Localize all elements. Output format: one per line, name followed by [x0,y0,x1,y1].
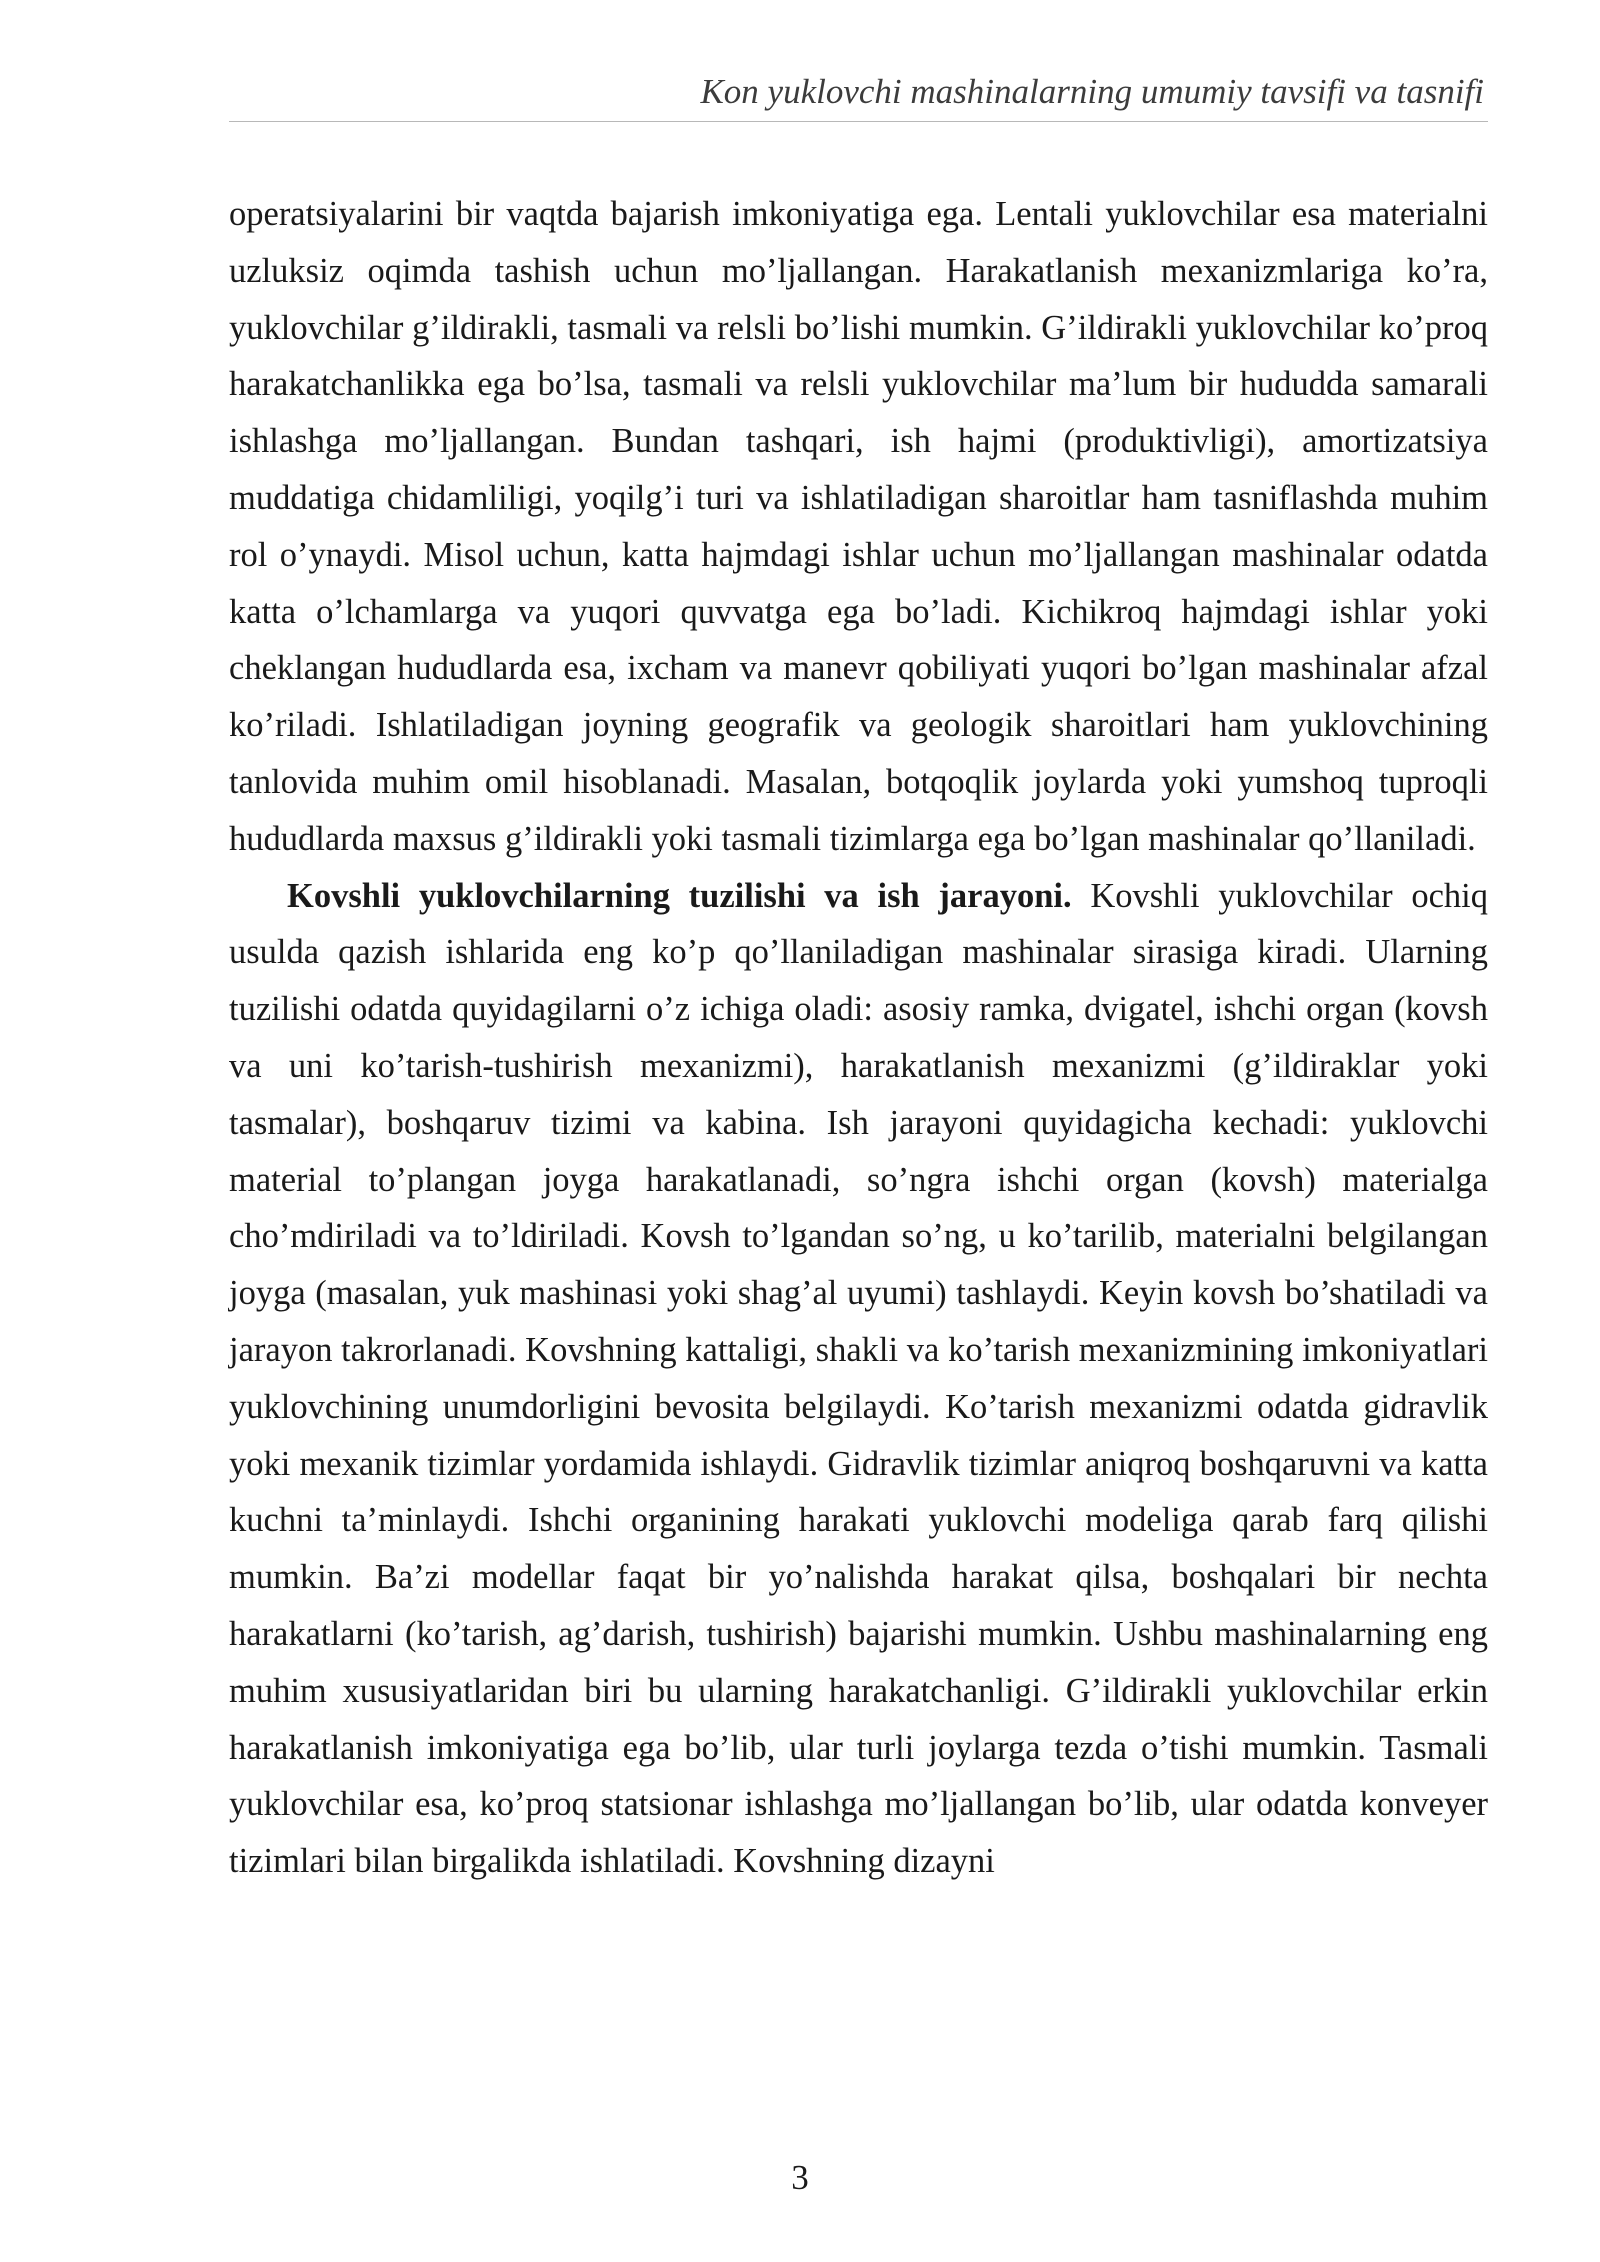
paragraph-2 [229,868,1488,1890]
running-title: Kon yuklovchi mashinalarning umumiy tavsifi va tasnifi [700,72,1484,111]
page-number: 3 [791,2158,809,2197]
paragraph-1: operatsiyalarini bir vaqtda bajarish imkoniyatiga ega. Lentali yuklovchilar esa materialni uzluksiz oqimda tashish uchun mo’ljallangan. Harakatlanish mexanizmlariga ko’ra, yuklovchilar g’ildirakli, tasmali va relsli bo’lishi mumkin. G’ildirakli yuklovchilar ko’proq harakatchanlikka ega bo’lsa, tasmali va relsli yuklovchilar ma’lum bir hududda samarali ishlashga mo’ljallangan. Bundan tashqari, ish hajmi (produktivligi), amortizatsiya muddatiga chidamliligi, yoqilg’i turi va ishlatiladigan sharoitlar ham tasniflashda muhim rol o’ynaydi. Misol uchun, katta hajmdagi ishlar uchun mo’ljallangan mashinalar odatda katta o’lchamlarga va yuqori quvvatga ega bo’ladi. Kichikroq hajmdagi ishlar yoki cheklangan hududlarda esa, ixcham va manevr qobiliyati yuqori bo’lgan mashinalar afzal ko’riladi. Ishlatiladigan joyning geografik va geologik sharoitlari ham yuklovchining tanlovida muhim omil hisoblanadi. Masalan, botqoqlik joylarda yoki yumshoq tuproqli hududlarda maxsus g’ildirakli yoki tasmali tizimlarga ega bo’lgan mashinalar qo’llaniladi. [229,195,1488,858]
paragraph-2-text: Kovshli yuklovchilar ochiq usulda qazish ishlarida eng ko’p qo’llaniladigan mashinalar sirasiga kiradi. Ularning tuzilishi odatda quyidagilarni o’z ichiga oladi: asosiy ramka, dvigatel, ishchi organ (kovsh va uni ko’tarish-tushirish mexanizmi), harakatlanish mexanizmi (g’ildiraklar yoki tasmalar), boshqaruv tizimi va kabina. Ish jarayoni quyidagicha kechadi: yuklovchi material to’plangan joyga harakatlanadi, so’ngra ishchi organ (kovsh) materialga cho’mdiriladi va to’ldiriladi. Kovsh to’lgandan so’ng, u ko’tarilib, materialni belgilangan joyga (masalan, yuk mashinasi yoki shag’al uyumi) tashlaydi. Keyin kovsh bo’shatiladi va jarayon takrorlanadi. Kovshning kattaligi, shakli va ko’tarish mexanizmining imkoniyatlari yuklovchining unumdorligini bevosita belgilaydi. Ko’tarish mexanizmi odatda gidravlik yoki mexanik tizimlar yordamida ishlaydi. Gidravlik tizimlar aniqroq boshqaruvni va katta kuchni ta’minlaydi. Ishchi organining harakati yuklovchi modeliga qarab farq qilishi mumkin. Ba’zi modellar faqat bir yo’nalishda harakat qilsa, boshqalari bir nechta harakatlarni (ko’tarish, ag’darish, tushirish) bajarishi mumkin. Ushbu mashinalarning eng muhim xususiyatlaridan biri bu ularning harakatchanligi. G’ildirakli yuklovchilar erkin harakatlanish imkoniyatiga ega bo’lib, ular turli joylarga tezda o’tishi mumkin. Tasmali yuklovchilar esa, ko’proq statsionar ishlashga mo’ljallangan bo’lib, ular odatda konveyer tizimlari bilan birgalikda ishlatiladi. Kovshning dizayni [229,876,1488,1881]
section-heading: Kovshli yuklovchilarning tuzilishi va ish jarayoni. [287,876,1072,915]
page-header [229,70,1488,122]
body-text [229,186,1488,1890]
